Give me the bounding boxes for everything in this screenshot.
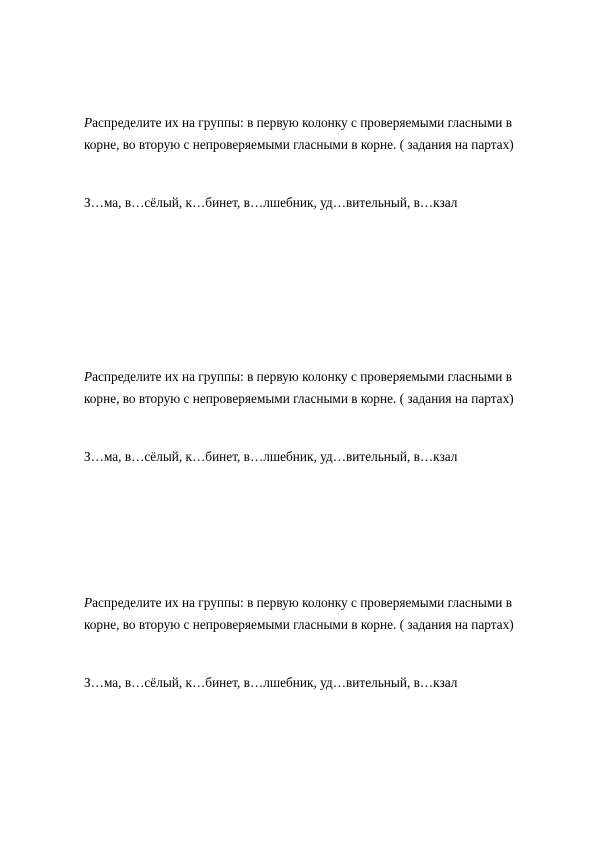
instruction-text (84, 592, 554, 636)
task-block-2 (84, 366, 554, 464)
instruction-line2: корне, во вторую с непроверяемыми гласными в корне. ( задания на партах) (84, 617, 514, 632)
word-list: З…ма, в…сёлый, к…бинет, в…лшебник, уд…вительный, в…кзал (84, 195, 458, 210)
instruction-line2: корне, во вторую с непроверяемыми гласными в корне. ( задания на партах) (84, 137, 514, 152)
instruction-first-letter: Р (84, 595, 93, 610)
instruction-first-letter: Р (84, 115, 93, 130)
instruction-line2: корне, во вторую с непроверяемыми гласными в корне. ( задания на партах) (84, 391, 514, 406)
task-block-1 (84, 112, 554, 210)
instruction-line1: аспределите их на группы: в первую колонку с проверяемыми гласными в (92, 595, 512, 610)
instruction-line1: аспределите их на группы: в первую колонку с проверяемыми гласными в (92, 115, 512, 130)
word-list: З…ма, в…сёлый, к…бинет, в…лшебник, уд…вительный, в…кзал (84, 449, 458, 464)
instruction-text (84, 366, 554, 410)
instruction-line1: аспределите их на группы: в первую колонку с проверяемыми гласными в (92, 369, 512, 384)
instruction-first-letter: Р (84, 369, 93, 384)
task-block-3 (84, 592, 554, 690)
instruction-text (84, 112, 554, 156)
word-list: З…ма, в…сёлый, к…бинет, в…лшебник, уд…вительный, в…кзал (84, 675, 458, 690)
